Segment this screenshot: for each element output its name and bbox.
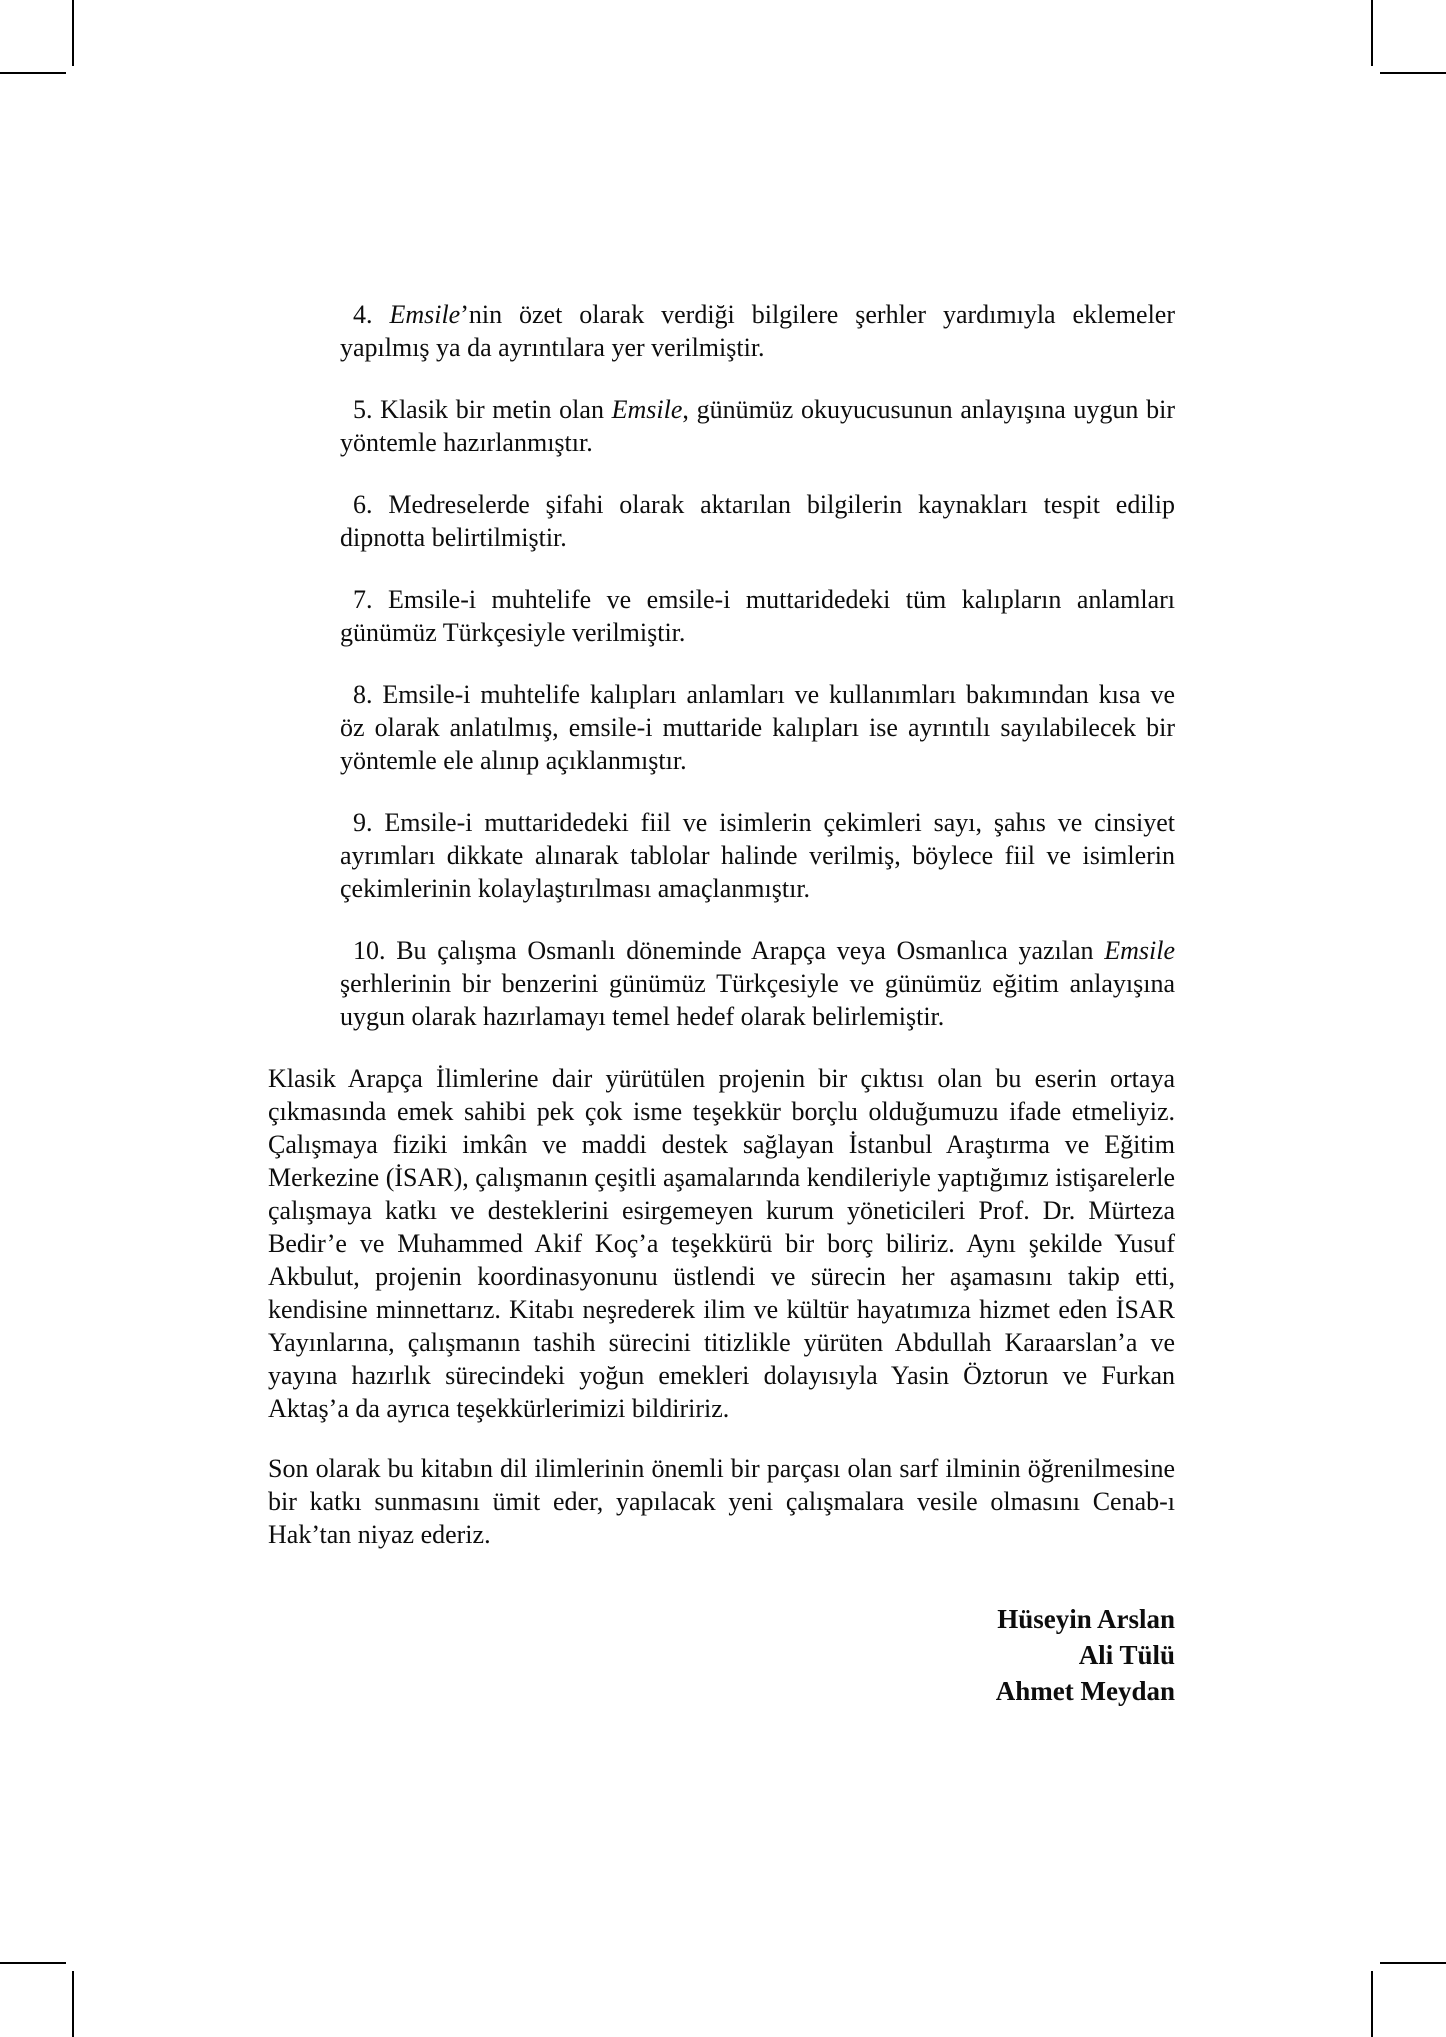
crop-mark-bottom-right-vertical <box>1371 1971 1373 2037</box>
crop-mark-top-right-vertical <box>1371 0 1373 66</box>
crop-mark-bottom-left-horizontal <box>0 1962 66 1964</box>
numbered-paragraph <box>340 806 1175 905</box>
text-run: şerhlerinin bir benzerini günümüz Türkçesiyle ve günümüz eğitim anlayışına uygun olarak hazırlamayı temel hedef olarak belirlemiştir. <box>340 969 1175 1031</box>
signature-name: Ali Tülü <box>1078 1640 1175 1670</box>
numbered-paragraph <box>340 934 1175 1033</box>
numbered-paragraph-list <box>268 298 1175 1033</box>
crop-mark-bottom-left-vertical <box>72 1971 74 2037</box>
text-run: 6. Medreselerde şifahi olarak aktarılan bilgilerin kaynakları tespit edilip dipnotta belirtilmiştir. <box>340 490 1175 552</box>
page-text-block <box>268 298 1175 1709</box>
text-run: 5. Klasik bir metin olan <box>353 395 612 424</box>
numbered-paragraph <box>340 298 1175 364</box>
text-run: 7. Emsile-i muhtelife ve emsile-i muttaridedeki tüm kalıpların anlamları günümüz Türkçesiyle verilmiştir. <box>340 585 1175 647</box>
crop-mark-top-left-horizontal <box>0 72 66 74</box>
numbered-paragraph <box>340 393 1175 459</box>
signature-name: Hüseyin Arslan <box>997 1604 1175 1634</box>
numbered-paragraph <box>340 678 1175 777</box>
text-run: 8. Emsile-i muhtelife kalıpları anlamları ve kullanımları bakımından kısa ve öz olarak anlatılmış, emsile-i muttaride kalıpları ise ayrıntılı sayılabilecek bir yöntemle ele alınıp açıklanmıştır. <box>340 680 1175 775</box>
signature-block <box>268 1601 1175 1709</box>
acknowledgement-paragraph: Klasik Arapça İlimlerine dair yürütülen projenin bir çıktısı olan bu eserin ortaya çıkmasında emek sahibi pek çok isme teşekkür borçlu olduğumuzu ifade etmeliyiz. Çalışmaya fiziki imkân ve maddi destek sağlayan İstanbul Araştırma ve Eğitim Merkezine (İSAR), çalışmanın çeşitli aşamalarında kendileriyle yaptığımız istişarelerle çalışmaya katkı ve desteklerini esirgemeyen kurum yöneticileri Prof. Dr. Mürteza Bedir’e ve Muhammed Akif Koç’a teşekkürü bir borç biliriz. Aynı şekilde Yusuf Akbulut, projenin koordinasyonunu üstlendi ve sürecin her aşamasını takip etti, kendisine minnettarız. Kitabı neşrederek ilim ve kültür hayatımıza hizmet eden İSAR Yayınlarına, çalışmanın tashih sürecini titizlikle yürüten Abdullah Karaarslan’a ve yayına hazırlık sürecindeki yoğun emekleri dolayısıyla Yasin Öztorun ve Furkan Aktaş’a da ayrıca teşekkürlerimizi bildiririz. <box>268 1064 1175 1423</box>
crop-mark-bottom-right-horizontal <box>1380 1962 1446 1964</box>
text-run: ’nin özet olarak verdiği bilgilere şerhler yardımıyla eklemeler yapılmış ya da ayrıntılara yer verilmiştir. <box>340 300 1175 362</box>
italic-text-run: Emsile <box>611 395 683 424</box>
numbered-paragraph <box>340 488 1175 554</box>
italic-text-run: Emsile <box>1104 936 1175 965</box>
signature-name: Ahmet Meydan <box>995 1676 1175 1706</box>
acknowledgement-paragraph: Son olarak bu kitabın dil ilimlerinin önemli bir parçası olan sarf ilminin öğrenilmesine bir katkı sunmasını ümit eder, yapılacak yeni çalışmalara vesile olmasını Cenab-ı Hak’tan niyaz ederiz. <box>268 1454 1175 1549</box>
italic-text-run: Emsile <box>389 300 461 329</box>
crop-mark-top-right-horizontal <box>1380 72 1446 74</box>
text-run: , günümüz okuyucusunun anlayışına uygun bir yöntemle hazırlanmıştır. <box>340 395 1175 457</box>
numbered-paragraph <box>340 583 1175 649</box>
crop-mark-top-left-vertical <box>72 0 74 66</box>
text-run: 9. Emsile-i muttaridedeki fiil ve isimlerin çekimleri sayı, şahıs ve cinsiyet ayrımları dikkate alınarak tablolar halinde verilmiş, böylece fiil ve isimlerin çekimlerinin kolaylaştırılması amaçlanmıştır. <box>340 808 1175 903</box>
text-run: 10. Bu çalışma Osmanlı döneminde Arapça veya Osmanlıca yazılan <box>353 936 1105 965</box>
text-run: 4. <box>353 300 390 329</box>
acknowledgement-paragraph-list <box>268 1062 1175 1551</box>
